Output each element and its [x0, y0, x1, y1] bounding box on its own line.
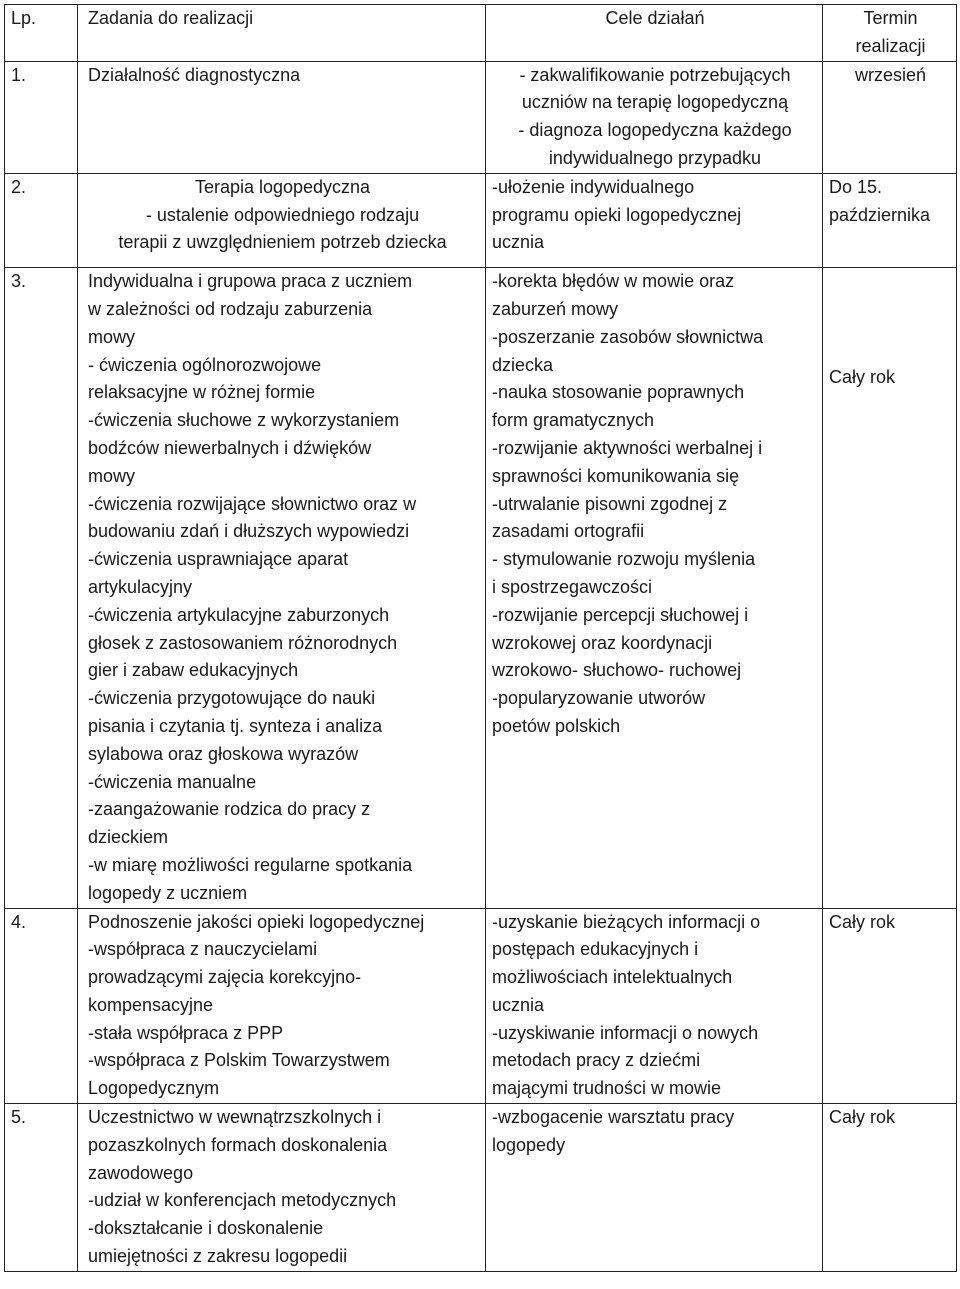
row-cele: - zakwalifikowanie potrzebujących uczniów na terapię logopedyczną - diagnoza logopedyczna każdego indywidualnego przypadku — [486, 61, 823, 173]
row-cele: -uzyskanie bieżących informacji o postępach edukacyjnych i możliwościach intelektualnych ucznia -uzyskiwanie informacji o nowych metodach pracy z dziećmi mającymi trudności w mowie — [486, 908, 823, 1104]
row-zadania: Podnoszenie jakości opieki logopedycznej -współpraca z nauczycielami prowadzącymi zajęcia korekcyjno- kompensacyjne -stała współpraca z PPP -współpraca z Polskim Towarzystwem Logopedycznym — [78, 908, 486, 1104]
row-termin: wrzesień — [823, 61, 957, 173]
plan-table — [4, 4, 957, 1272]
header-cele: Cele działań — [486, 5, 823, 62]
header-zadania: Zadania do realizacji — [78, 5, 486, 62]
row-cele: -ułożenie indywidualnego programu opieki logopedycznej ucznia — [486, 173, 823, 267]
row-zadania: Uczestnictwo w wewnątrzszkolnych i pozaszkolnych formach doskonalenia zawodowego -udział w konferencjach metodycznych -dokształcanie i doskonalenie umiejętności z zakresu logopedii — [78, 1104, 486, 1272]
row-lp: 5. — [5, 1104, 78, 1272]
table-row — [5, 1104, 957, 1272]
row-zadania: Indywidualna i grupowa praca z uczniem w zależności od rodzaju zaburzenia mowy - ćwiczenia ogólnorozwojowe relaksacyjne w różnej formie -ćwiczenia słuchowe z wykorzystaniem bodźców niewerbalnych i dźwięków mowy -ćwiczenia rozwijające słownictwo oraz w budowaniu zdań i dłuższych wypowiedzi -ćwiczenia usprawniające aparat artykulacyjny -ćwiczenia artykulacyjne zaburzonych głosek z zastosowaniem różnorodnych gier i zabaw edukacyjnych -ćwiczenia przygotowujące do nauki pisania i czytania tj. synteza i analiza sylabowa oraz głoskowa wyrazów -ćwiczenia manualne -zaangażowanie rodzica do pracy z dzieckiem -w miarę możliwości regularne spotkania logopedy z uczniem — [78, 268, 486, 908]
row-lp: 4. — [5, 908, 78, 1104]
row-termin: Cały rok — [823, 1104, 957, 1272]
header-row — [5, 5, 957, 62]
table-row — [5, 268, 957, 908]
header-termin: Termin realizacji — [823, 5, 957, 62]
table-row — [5, 173, 957, 267]
row-cele: -korekta błędów w mowie oraz zaburzeń mowy -poszerzanie zasobów słownictwa dziecka -nauka stosowanie poprawnych form gramatycznych -rozwijanie aktywności werbalnej i sprawności komunikowania się -utrwalanie pisowni zgodnej z zasadami ortografii - stymulowanie rozwoju myślenia i spostrzegawczości -rozwijanie percepcji słuchowej i wzrokowej oraz koordynacji wzrokowo- słuchowo- ruchowej -popularyzowanie utworów poetów polskich — [486, 268, 823, 908]
row-lp: 1. — [5, 61, 78, 173]
table-row — [5, 61, 957, 173]
row-zadania: Działalność diagnostyczna — [78, 61, 486, 173]
row-zadania: Terapia logopedyczna - ustalenie odpowiedniego rodzaju terapii z uwzględnieniem potrzeb dziecka — [78, 173, 486, 267]
row-cele: -wzbogacenie warsztatu pracy logopedy — [486, 1104, 823, 1272]
row-lp: 2. — [5, 173, 78, 267]
header-lp: Lp. — [5, 5, 78, 62]
row-termin: Cały rok — [823, 908, 957, 1104]
row-lp: 3. — [5, 268, 78, 908]
table-row — [5, 908, 957, 1104]
row-termin: Do 15. października — [823, 173, 957, 267]
row-termin: Cały rok — [823, 268, 957, 908]
